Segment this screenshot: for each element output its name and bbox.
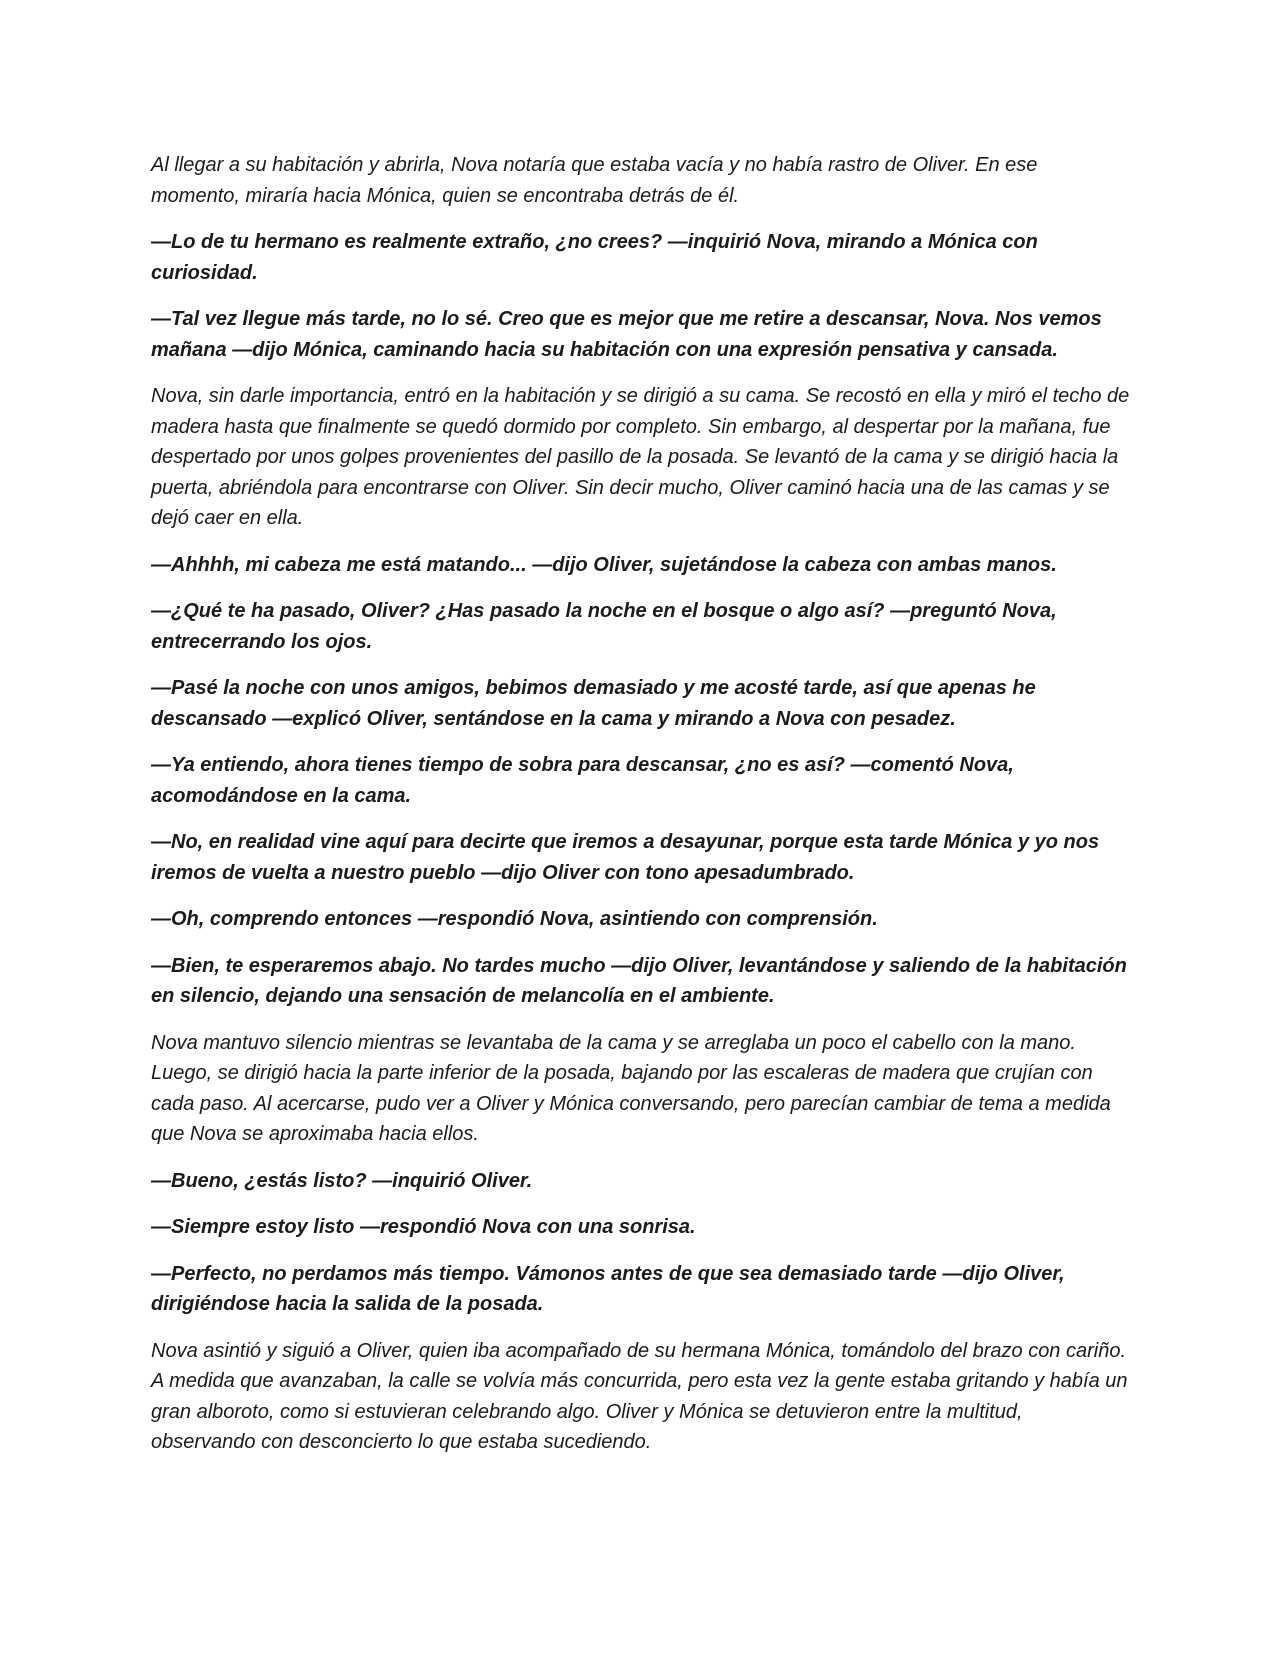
dialogue-paragraph: —Ahhhh, mi cabeza me está matando... —dijo Oliver, sujetándose la cabeza con ambas manos. <box>151 553 1057 576</box>
dialogue-paragraph: —¿Qué te ha pasado, Oliver? ¿Has pasado la noche en el bosque o algo así? —preguntó Nova, entrecerrando los ojos. <box>151 600 1057 653</box>
narration-paragraph: Nova asintió y siguió a Oliver, quien iba acompañado de su hermana Mónica, tomándolo del brazo con cariño. A medida que avanzaban, la calle se volvía más concurrida, pero esta vez la gente estaba gritando y había un gran alboroto, como si estuvieran celebrando algo. Oliver y Mónica se detuvieron entre la multitud, observando con desconcierto lo que estaba sucediendo. <box>151 1339 1128 1453</box>
dialogue-paragraph: —Siempre estoy listo —respondió Nova con una sonrisa. <box>151 1216 696 1238</box>
dialogue-paragraph: —Ya entiendo, ahora tienes tiempo de sobra para descansar, ¿no es así? —comentó Nova, acomodándose en la cama. <box>151 754 1014 807</box>
dialogue-paragraph: —Oh, comprendo entonces —respondió Nova, asintiendo con comprensión. <box>151 908 878 930</box>
dialogue-paragraph: —Bueno, ¿estás listo? —inquirió Oliver. <box>151 1169 533 1192</box>
narration-paragraph: Nova, sin darle importancia, entró en la habitación y se dirigió a su cama. Se recostó en ella y miró el techo de madera hasta que finalmente se quedó dormido por completo. Sin embargo, al despertar por la mañana, fue despertado por unos golpes provenientes del pasillo de la posada. Se levantó de la cama y se dirigió hacia la puerta, abriéndola para encontrarse con Oliver. Sin decir mucho, Oliver caminó hacia una de las camas y se dejó caer en ella. <box>151 385 1130 529</box>
document-page <box>151 150 1131 1474</box>
dialogue-paragraph: —Pasé la noche con unos amigos, bebimos demasiado y me acosté tarde, así que apenas he descansado —explicó Oliver, sentándose en la cama y mirando a Nova con pesadez. <box>151 677 1036 730</box>
dialogue-paragraph: —No, en realidad vine aquí para decirte que iremos a desayunar, porque esta tarde Mónica y yo nos iremos de vuelta a nuestro pueblo —dijo Oliver con tono apesadumbrado. <box>151 831 1100 884</box>
dialogue-paragraph: —Perfecto, no perdamos más tiempo. Vámonos antes de que sea demasiado tarde —dijo Oliver, dirigiéndose hacia la salida de la posada. <box>151 1262 1065 1315</box>
dialogue-paragraph: —Bien, te esperaremos abajo. No tardes mucho —dijo Oliver, levantándose y saliendo de la habitación en silencio, dejando una sensación de melancolía en el ambiente. <box>151 954 1127 1007</box>
dialogue-paragraph: —Lo de tu hermano es realmente extraño, ¿no crees? —inquirió Nova, mirando a Mónica con curiosidad. <box>151 231 1038 284</box>
narration-paragraph: Nova mantuvo silencio mientras se levantaba de la cama y se arreglaba un poco el cabello con la mano. Luego, se dirigió hacia la parte inferior de la posada, bajando por las escaleras de madera que crujían con cada paso. Al acercarse, pudo ver a Oliver y Mónica conversando, pero parecían cambiar de tema a medida que Nova se aproximaba hacia ellos. <box>151 1031 1111 1145</box>
narration-paragraph: Al llegar a su habitación y abrirla, Nova notaría que estaba vacía y no había rastro de Oliver. En ese momento, miraría hacia Mónica, quien se encontraba detrás de él. <box>151 154 1038 207</box>
dialogue-paragraph: —Tal vez llegue más tarde, no lo sé. Creo que es mejor que me retire a descansar, Nova. Nos vemos mañana —dijo Mónica, caminando hacia su habitación con una expresión pensativa y cansada. <box>151 308 1102 361</box>
